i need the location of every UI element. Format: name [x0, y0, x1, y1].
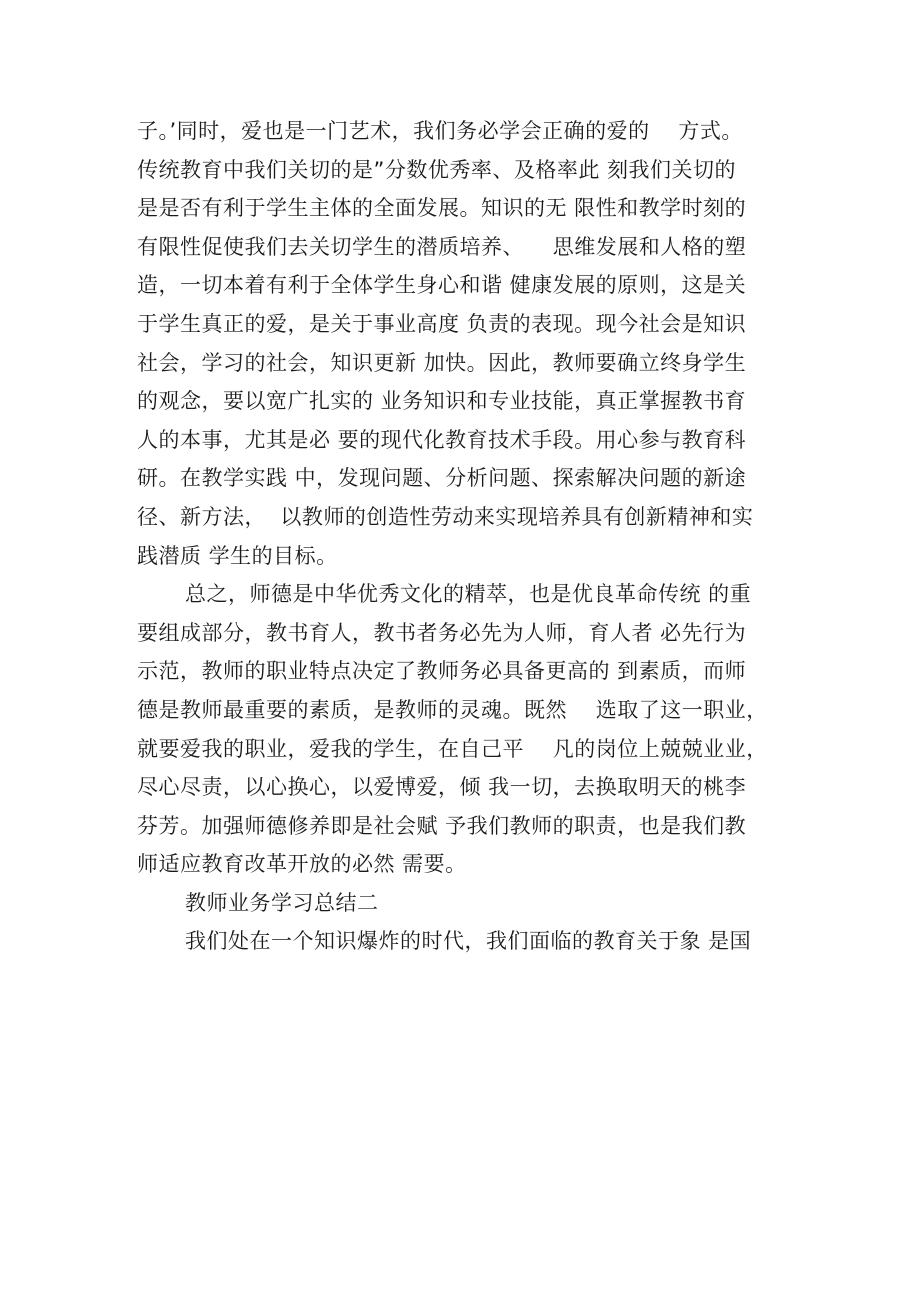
text-line: 的观念，要以宽广扎实的 业务知识和专业技能，真正掌握教书育: [137, 389, 747, 414]
section-heading: [137, 884, 797, 923]
text-line: 践潜质 学生的目标。: [137, 543, 338, 568]
text-line: 造，一切本着有利于全体学生身心和谐 健康发展的原则，这是关: [137, 273, 747, 298]
text-line: 总之，师德是中华优秀文化的精萃，也是优良革命传统 的重: [185, 582, 752, 607]
document-body: [137, 112, 797, 961]
text-line: 径、新方法， 以教师的创造性劳动来实现培养具有创新精神和实: [137, 504, 754, 529]
text-line: 有限性促使我们去关切学生的潜质培养、 思维发展和人格的塑: [137, 234, 747, 259]
text-line: 我们处在一个知识爆炸的时代，我们面临的教育关于象 是国: [185, 929, 752, 954]
text-line: 示范，教师的职业特点决定了教师务必具备更高的 到素质，而师: [137, 659, 747, 684]
text-line: 就要爱我的职业，爱我的学生，在自己平 凡的岗位上兢兢业业，: [137, 736, 768, 761]
paragraph-1: [137, 112, 797, 575]
text-line: 社会，学习的社会，知识更新 加快。因此，教师要确立终身学生: [137, 350, 747, 375]
text-line: 传统教育中我们关切的是”分数优秀率、及格率此 刻我们关切的: [137, 157, 737, 182]
paragraph-2: [137, 575, 797, 884]
heading-line: 教师业务学习总结二: [185, 890, 379, 915]
text-line: 芬芳。加强师德修养即是社会赋 予我们教师的职责，也是我们教: [137, 813, 747, 838]
text-line: 是是否有利于学生主体的全面发展。知识的无 限性和教学时刻的: [137, 196, 747, 221]
text-line: 要组成部分，教书育人，教书者务必先为人师，育人者 必先行为: [137, 620, 747, 645]
text-line: 德是教师最重要的素质，是教师的灵魂。既然 选取了这一职业，: [137, 697, 768, 722]
text-line: 于学生真正的爱，是关于事业高度 负责的表现。现今社会是知识: [137, 311, 747, 336]
text-line: 子。’同时，爱也是一门艺术，我们务必学会正确的爱的 方式。: [137, 119, 743, 143]
paragraph-3: [137, 922, 797, 961]
text-line: 研。在教学实践 中，发现问题、分析问题、探索解决问题的新途: [137, 466, 747, 491]
text-line: 人的本事，尤其是必 要的现代化教育技术手段。用心参与教育科: [137, 427, 747, 452]
text-line: 师适应教育改革开放的必然 需要。: [137, 852, 467, 877]
text-line: 尽心尽责，以心换心，以爱博爱，倾 我一切，去换取明天的桃李: [137, 775, 747, 800]
